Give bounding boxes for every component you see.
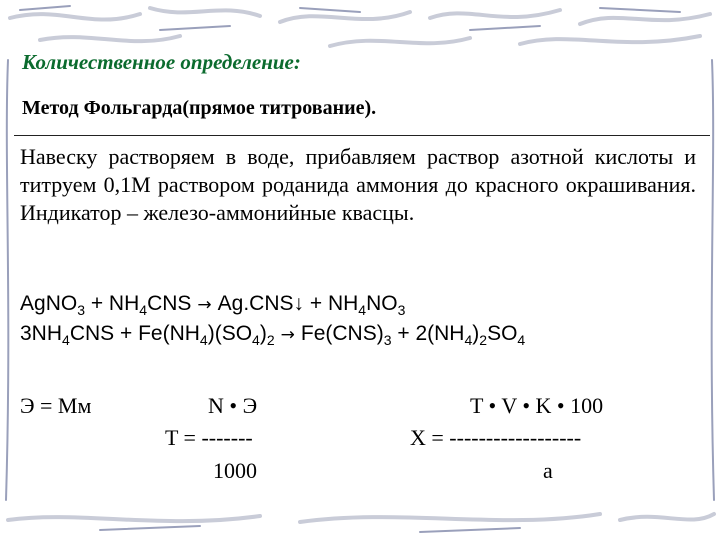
equivalent-formula: Э = Мм xyxy=(20,393,92,418)
reaction-arrow-icon: → xyxy=(280,325,295,345)
slide-title: Количественное определение: xyxy=(22,50,301,74)
reaction-arrow-icon: → xyxy=(197,295,212,315)
content-formula: X = ------------------ xyxy=(410,425,582,450)
reaction-equation-1: AgNO$_3$ + $NH_4CNS$ → Ag.CNS↓ + $NH_4NO_3$ xyxy=(20,292,406,318)
titer-denominator: 1000 xyxy=(213,458,257,483)
procedure-description: Навеску растворяем в воде, прибавляем раствор азотной кислоты и титруем 0,1М раствором роданида аммония до красного окрашивания. Индикатор – железо-аммонийные квасцы. xyxy=(20,144,696,225)
method-subtitle: Метод Фольгарда(прямое титрование). xyxy=(22,97,377,119)
titer-numerator: N • Э xyxy=(208,393,258,418)
content-numerator: T • V • K • 100 xyxy=(470,393,604,418)
titer-formula: T = ------- xyxy=(165,425,253,450)
divider xyxy=(14,135,710,136)
reaction-equation-2: $3NH_4CNS + Fe(NH_4)(SO_4)_2 \to Fe(CNS)_3 + 2(NH_4)_2SO_4$ xyxy=(20,322,526,348)
content-denominator: a xyxy=(543,458,553,483)
